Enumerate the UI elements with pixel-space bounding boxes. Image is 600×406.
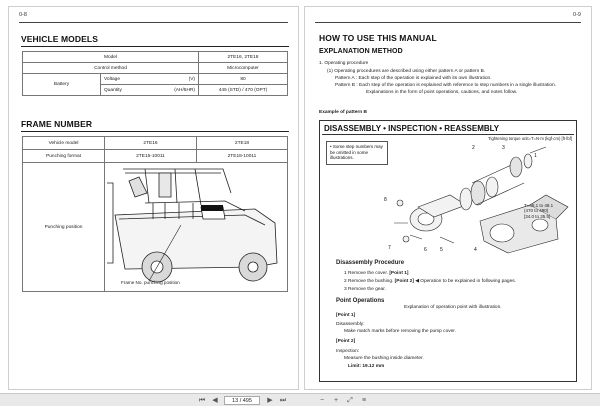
- point-1-text: Make match marks before removing the pump cover.: [344, 329, 456, 334]
- instruction-item: 1. Operating procedure: [319, 61, 369, 66]
- table-row: [23, 150, 288, 163]
- table-row: [23, 52, 288, 63]
- torque-line-2: (470 to 490): [524, 208, 549, 214]
- table-cell: 80: [199, 74, 288, 85]
- table-cell: 2TE16, 2TE18: [199, 52, 288, 63]
- callout-6: 6: [424, 247, 427, 253]
- step-point: [Point 1]: [389, 271, 409, 276]
- table-cell: Punching position: [23, 163, 105, 292]
- table-cell: Quantity: [101, 85, 171, 96]
- first-page-icon[interactable]: ⏮: [198, 397, 206, 404]
- table-row: [23, 163, 288, 292]
- menu-icon[interactable]: ≡: [361, 397, 367, 404]
- zoom-out-icon[interactable]: −: [319, 397, 325, 404]
- point-2-text: Measure the bushing inside diameter.: [344, 356, 424, 361]
- torque-line-1: T=46.1 to 48.1: [524, 203, 554, 208]
- step-note: Operation to be explained in following pages.: [420, 279, 516, 284]
- next-page-icon[interactable]: ▶: [267, 397, 273, 404]
- zoom-in-icon[interactable]: +: [333, 397, 339, 404]
- table-cell: 2TE16: [105, 137, 197, 150]
- point-2-title: Inspection:: [336, 349, 360, 354]
- table-cell: Microcomputer: [199, 63, 288, 74]
- callout-8: 8: [384, 197, 387, 203]
- callout-3: 3: [502, 145, 505, 151]
- step-2: [344, 279, 516, 285]
- table-cell: Control method: [23, 63, 199, 74]
- note-box: [326, 141, 388, 165]
- vehicle-models-title: VEHICLE MODELS: [21, 34, 98, 44]
- point-1-title: Disassembly:: [336, 322, 365, 327]
- callout-1: 1: [534, 153, 537, 159]
- arrow-icon: ◀: [415, 279, 421, 284]
- table-cell: 445 (STD) / 470 (OPT): [199, 85, 288, 96]
- forklift-illustration: [105, 163, 287, 291]
- pattern-a-text: Pattern A : Each step of the operation is explained with its own illustration.: [335, 76, 492, 81]
- callout-7: 7: [388, 245, 391, 251]
- example-label: Example of pattern B: [319, 110, 367, 115]
- pattern-b-text: Pattern B : Each step of the operation is explained with reference to step numbers in a single illustration.: [335, 83, 557, 88]
- page-number: 0-8: [19, 12, 27, 18]
- table-cell: Punching format: [23, 150, 105, 163]
- viewer-toolbar: [0, 393, 600, 406]
- step-point: [Point 2]: [394, 279, 414, 284]
- point-ops-note: Explanation of operation point with illustration.: [404, 305, 502, 310]
- frame-number-table: [22, 136, 288, 292]
- point-ops-heading: Point Operations: [336, 298, 385, 304]
- callout-4: 4: [474, 247, 477, 253]
- table-cell: 2TE18-10011: [197, 150, 288, 163]
- toyota-label: [201, 205, 223, 211]
- illustration-caption: Frame No. punching position: [121, 280, 180, 285]
- torque-value: [524, 203, 553, 219]
- table-cell: Voltage: [101, 74, 171, 85]
- step-text: 3 Remove the gear.: [344, 287, 386, 292]
- table-cell: (AH/5HR): [171, 85, 199, 96]
- torque-unit-note: Tightening torque unit=T=N·m (kgf·cm) [ft·lbf]: [488, 136, 572, 141]
- table-cell: 2TE18: [197, 137, 288, 150]
- table-row: [23, 63, 288, 74]
- table-cell: Vehicle model: [23, 137, 105, 150]
- table-cell: (V): [171, 74, 199, 85]
- instruction-subitem: (1) Operating procedures are described using either pattern A or pattern B.: [327, 69, 486, 74]
- point-2-label: [Point 2]: [336, 339, 356, 344]
- header-rule: [19, 22, 288, 23]
- step-1: [344, 271, 409, 277]
- point-2-limit: Limit: 19.12 mm: [348, 364, 385, 369]
- section-rule: [21, 46, 289, 47]
- fit-icon[interactable]: ⤢: [347, 397, 353, 404]
- vehicle-models-table: [22, 51, 288, 96]
- pattern-b-text-2: Explanations in the form of point operations, cautions, and notes follow.: [366, 90, 518, 95]
- left-page: [8, 6, 299, 390]
- page-number: 0-9: [573, 12, 581, 18]
- step-text: 1 Remove the cover.: [344, 271, 390, 276]
- callout-5: 5: [440, 247, 443, 253]
- step-3: [344, 287, 386, 293]
- forklift-illustration-cell: [105, 163, 288, 292]
- table-row: [23, 74, 288, 85]
- section-rule: [21, 131, 289, 132]
- example-title: DISASSEMBLY • INSPECTION • REASSEMBLY: [324, 124, 500, 133]
- right-page: [304, 6, 592, 390]
- step-text: 2 Remove the bushing.: [344, 279, 395, 284]
- header-rule: [315, 22, 581, 23]
- callout-2: 2: [472, 145, 475, 151]
- table-cell: Battery: [23, 74, 101, 96]
- exploded-pump-illustration: [380, 143, 576, 255]
- example-box: [319, 120, 577, 382]
- table-cell: 2TE15-10011: [105, 150, 197, 163]
- torque-line-3: [34.0 to 35.5]: [524, 213, 551, 219]
- note-text: Some step numbers may be omitted in some illustrations.: [330, 144, 383, 161]
- table-row: [23, 137, 288, 150]
- title-rule: [322, 134, 574, 135]
- frame-number-title: FRAME NUMBER: [21, 119, 93, 129]
- bullet-icon: •: [330, 144, 333, 149]
- prev-page-icon[interactable]: ◀: [212, 397, 218, 404]
- section-subtitle: EXPLANATION METHOD: [319, 48, 403, 55]
- disassembly-heading: Disassembly Procedure: [336, 260, 405, 266]
- point-1-label: [Point 1]: [336, 313, 356, 318]
- page-indicator[interactable]: 13 / 495: [224, 396, 260, 405]
- page-title: HOW TO USE THIS MANUAL: [319, 33, 437, 43]
- last-page-icon[interactable]: ⏭: [279, 397, 287, 404]
- table-cell: Model: [23, 52, 199, 63]
